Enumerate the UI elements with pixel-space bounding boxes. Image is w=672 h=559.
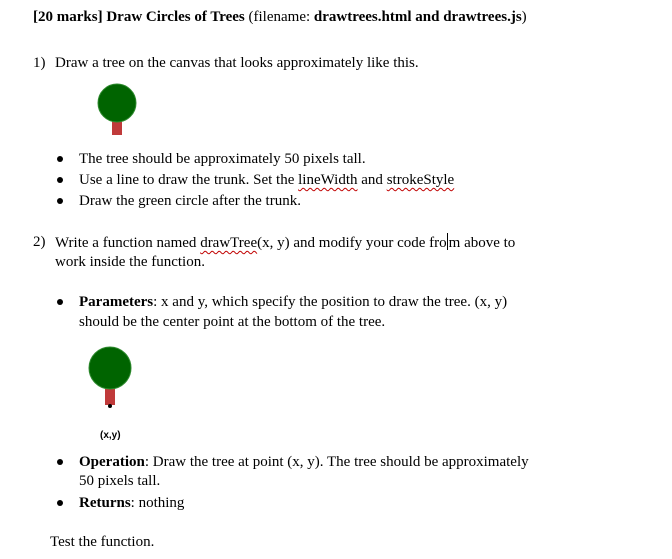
parameters-line1 (79, 293, 507, 311)
assignment-title: Draw Circles of Trees (106, 9, 245, 25)
point-label: (x,y) (100, 430, 121, 441)
returns-line (79, 494, 184, 512)
bullet-trunk-and: and (357, 172, 387, 188)
bullet-dot (57, 177, 63, 183)
operation-line2: 50 pixels tall. (79, 473, 161, 489)
assignment-header (33, 8, 527, 26)
bullet-dot (57, 500, 63, 506)
parameters-text: : x and y, which specify the position to draw the tree. (x, y) (153, 294, 508, 310)
section1-instruction: Draw a tree on the canvas that looks approximately like this. (55, 55, 419, 71)
function-name: drawTree (200, 235, 258, 251)
marks-label: [20 marks] (33, 9, 103, 25)
keyword-linewidth: lineWidth (298, 172, 358, 188)
filename-suffix: ) (521, 9, 527, 25)
bullet-dot (57, 459, 63, 465)
operation-label: Operation (79, 454, 145, 470)
anchor-point (108, 404, 112, 408)
bullet-dot (57, 299, 63, 305)
filename-prefix: (filename: (248, 9, 314, 25)
section2-line2: work inside the function. (55, 254, 205, 270)
tree-illustration-1 (92, 82, 142, 138)
tree-leaves (98, 84, 136, 122)
bullet-trunk-text: Use a line to draw the trunk. Set the (79, 172, 299, 188)
keyword-strokestyle: strokeStyle (386, 172, 455, 188)
bullet-trunk-line (79, 171, 454, 189)
section2-line1 (55, 233, 515, 252)
returns-label: Returns (79, 495, 131, 511)
bullet-circle-order: Draw the green circle after the trunk. (79, 193, 301, 209)
section2-text-after-cursor: m above to (448, 235, 516, 251)
bullet-tree-height: The tree should be approximately 50 pixels tall. (79, 151, 366, 167)
section2-args: (x, y) and modify your code fro (257, 235, 447, 251)
operation-line1 (79, 453, 529, 471)
tree-illustration-2 (86, 345, 136, 409)
parameters-line2: should be the center point at the bottom of the tree. (79, 314, 386, 330)
returns-text: : nothing (130, 495, 185, 511)
bullet-dot (57, 198, 63, 204)
section2-number: 2) (33, 234, 46, 250)
bullet-dot (57, 156, 63, 162)
filenames: drawtrees.html and drawtrees.js (313, 9, 522, 25)
operation-text: : Draw the tree at point (x, y). The tree should be approximately (144, 454, 529, 470)
test-instruction: Test the function. (50, 534, 155, 550)
section1-number: 1) (33, 55, 46, 71)
section2-text: Write a function named (55, 235, 201, 251)
tree-leaves (89, 347, 131, 389)
parameters-label: Parameters (79, 294, 154, 310)
